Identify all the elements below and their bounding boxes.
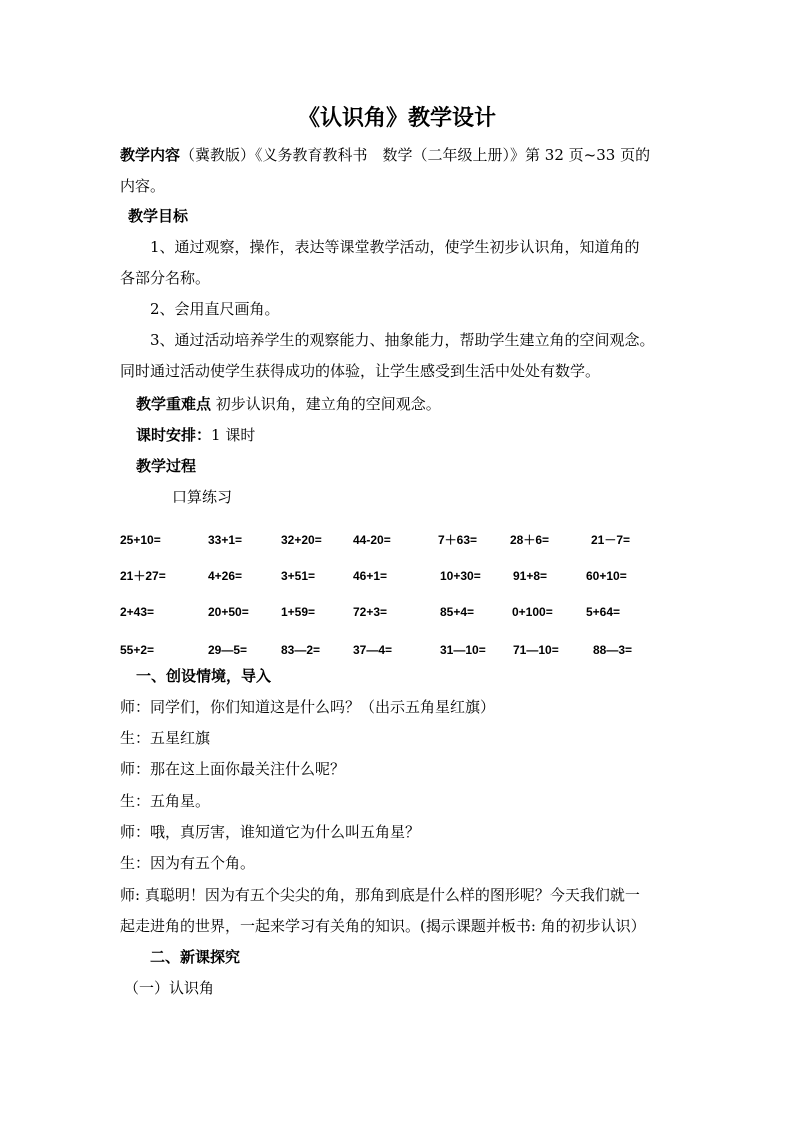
key-points-label: 教学重难点 (136, 395, 212, 413)
document-title: 《认识角》教学设计 (297, 105, 496, 131)
goal-2: 2、会用直尺画角。 (150, 300, 280, 318)
oral-calc-row-1 (0, 531, 794, 549)
oral-calc-label: 口算练习 (172, 488, 233, 506)
content-line-2: 内容。 (120, 177, 166, 195)
goal-3-line-2: 同时通过活动使学生获得成功的体验，让学生感受到生活中处处有数学。 (120, 362, 601, 380)
section-2-heading: 二、新课探究 (150, 948, 241, 966)
calc-item: 21－7= (591, 533, 631, 547)
dialog-line: 师：同学们，你们知道这是什么吗？（出示五角星红旗） (120, 698, 496, 716)
oral-calc-row-2 (0, 567, 794, 585)
calc-item: 55+2= (120, 643, 155, 657)
calc-item: 28＋6= (510, 533, 550, 547)
calc-item: 46+1= (353, 569, 388, 583)
section-2-subheading: （一）认识角 (124, 979, 215, 997)
calc-item: 91+8= (513, 569, 548, 583)
content-text: （冀教版）《义务教育教科书 数学（二年级上册）》第 32 页~33 页的 (180, 146, 651, 164)
content-line-1 (120, 146, 650, 164)
calc-item: 1+59= (281, 605, 316, 619)
content-label: 教学内容 (120, 146, 181, 164)
calc-item: 20+50= (208, 605, 249, 619)
calc-item: 88—3= (593, 643, 633, 657)
calc-item: 29—5= (208, 643, 248, 657)
calc-item: 37—4= (353, 643, 393, 657)
calc-item: 60+10= (586, 569, 627, 583)
section-1-heading: 一、创设情境，导入 (136, 667, 272, 685)
dialog-line: 师: 真聪明！因为有五个尖尖的角，那角到底是什么样的图形呢？今天我们就一 (120, 886, 640, 904)
dialog-line: 师：那在这上面你最关注什么呢？ (120, 760, 346, 778)
calc-item: 4+26= (208, 569, 243, 583)
goal-1-line-1: 1、通过观察，操作，表达等课堂教学活动，使学生初步认识角，知道角的 (150, 238, 640, 256)
calc-item: 7＋63= (438, 533, 478, 547)
oral-calc-row-3 (0, 603, 794, 621)
calc-item: 32+20= (281, 533, 322, 547)
calc-item: 71—10= (513, 643, 559, 657)
dialog-line: 生：五角星。 (120, 792, 211, 810)
calc-item: 25+10= (120, 533, 161, 547)
calc-item: 0+100= (512, 605, 553, 619)
process-heading: 教学过程 (136, 457, 197, 475)
dialog-line: 起走进角的世界，一起来学习有关角的知识。(揭示课题并板书: 角的初步认识） (120, 917, 646, 935)
schedule-label: 课时安排： (136, 426, 212, 444)
calc-item: 21＋27= (120, 569, 166, 583)
schedule-line (136, 426, 255, 444)
goals-heading: 教学目标 (128, 207, 189, 225)
calc-item: 5+64= (586, 605, 621, 619)
calc-item: 31—10= (440, 643, 486, 657)
goal-3-line-1: 3、通过活动培养学生的观察能力、抽象能力，帮助学生建立角的空间观念。 (150, 331, 655, 349)
key-points-text: 初步认识角，建立角的空间观念。 (215, 395, 441, 413)
calc-item: 33+1= (208, 533, 243, 547)
goal-1-line-2: 各部分名称。 (120, 269, 211, 287)
key-points-line (136, 395, 441, 413)
calc-item: 44-20= (353, 533, 391, 547)
dialog-line: 师：哦，真厉害，谁知道它为什么叫五角星？ (120, 823, 421, 841)
dialog-line: 生：五星红旗 (120, 729, 211, 747)
oral-calc-row-4 (0, 641, 794, 659)
dialog-line: 生：因为有五个角。 (120, 854, 256, 872)
calc-item: 83—2= (281, 643, 321, 657)
schedule-text: 1 课时 (211, 426, 256, 444)
calc-item: 2+43= (120, 605, 155, 619)
calc-item: 85+4= (440, 605, 475, 619)
calc-item: 72+3= (353, 605, 388, 619)
calc-item: 3+51= (281, 569, 316, 583)
calc-item: 10+30= (440, 569, 481, 583)
